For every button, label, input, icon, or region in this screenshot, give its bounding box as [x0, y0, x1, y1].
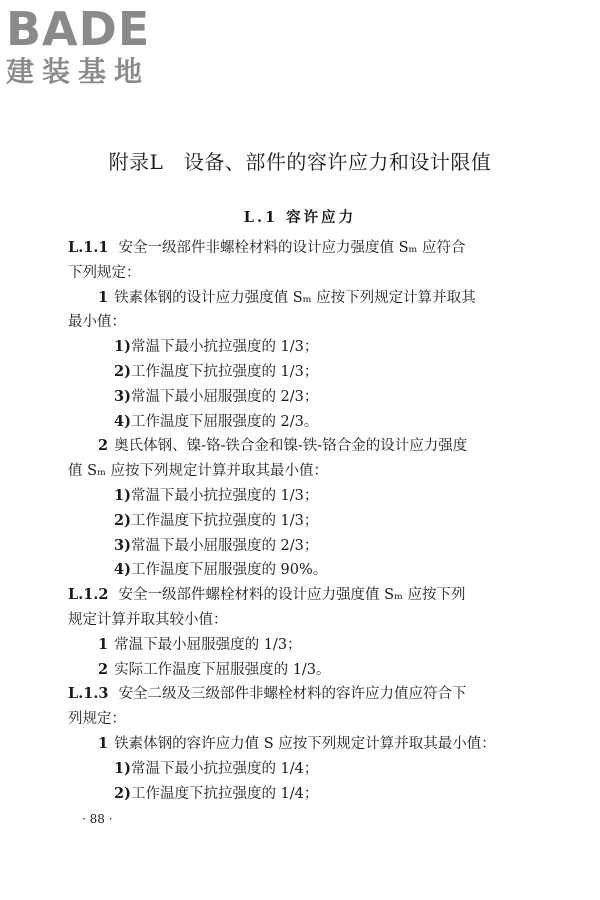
- item-text: 常温下最小屈服强度的 1/3；: [114, 636, 302, 653]
- sub-item: [68, 360, 530, 385]
- clause-text: 安全一级部件非螺栓材料的设计应力强度值 Sₘ 应符合: [118, 240, 466, 256]
- page-number: · 88 ·: [82, 812, 113, 826]
- item-l112-1: [68, 633, 530, 658]
- sub-item-text: 工作温度下抗拉强度的 1/3；: [130, 363, 319, 380]
- sub-item-text: 工作温度下屈服强度的 90%。: [130, 562, 328, 579]
- sub-item: [68, 782, 530, 807]
- sub-item-number: 3): [114, 536, 131, 554]
- section-title: L.1 容许应力: [243, 209, 357, 226]
- clause-l111-line2: 下列规定：: [68, 264, 141, 281]
- sub-item-text: 常温下最小抗拉强度的 1/4；: [130, 760, 319, 777]
- document-body: [68, 236, 530, 806]
- appendix-title: 附录L 设备、部件的容许应力和设计限值: [108, 150, 492, 174]
- clause-l112-line1: [68, 583, 530, 608]
- logo-wordmark: BADE: [6, 2, 151, 56]
- sub-item-text: 工作温度下屈服强度的 2/3。: [130, 413, 319, 430]
- clause-l113-line1: [68, 682, 530, 707]
- publisher-logo: [6, 4, 176, 96]
- sub-item-text: 常温下最小抗拉强度的 1/3；: [130, 487, 319, 504]
- sub-item: [68, 558, 530, 583]
- sub-item-number: 1): [114, 486, 131, 504]
- logo-subtitle: 建装基地: [6, 55, 151, 88]
- sub-item: [68, 410, 530, 435]
- sub-item-text: 常温下最小抗拉强度的 1/3；: [130, 339, 319, 356]
- sub-item: [68, 534, 530, 559]
- sub-item: [68, 385, 530, 410]
- sub-item-number: 2): [114, 784, 131, 802]
- sub-item-number: 4): [114, 561, 131, 579]
- sub-item-number: 4): [114, 412, 131, 430]
- sub-item-text: 工作温度下抗拉强度的 1/4；: [130, 785, 319, 802]
- clause-l112-line2: 规定计算并取其较小值：: [68, 611, 228, 628]
- sub-item-number: 1): [114, 338, 131, 356]
- clause-text: 安全一级部件螺栓材料的设计应力强度值 Sₘ 应按下列: [118, 587, 466, 604]
- item-text: 铁素体钢的容许应力值 S 应按下列规定计算并取其最小值：: [114, 735, 496, 752]
- item-l111-2-line1: [68, 434, 530, 459]
- sub-item: [68, 335, 530, 360]
- item-l113-1: [68, 732, 530, 757]
- sub-item-number: 1): [114, 759, 131, 777]
- item-l112-2: [68, 658, 530, 683]
- clause-number: L.1.1: [68, 239, 109, 256]
- item-l111-2-line2: 值 Sₘ 应按下列规定计算并取其最小值：: [68, 463, 329, 480]
- item-number: 1: [98, 635, 109, 653]
- item-text: 铁素体钢的设计应力强度值 Sₘ 应按下列规定计算并取其: [114, 289, 476, 306]
- item-l111-1-line2: 最小值：: [68, 314, 126, 331]
- clause-l111-line1: [68, 236, 530, 261]
- clause-text: 安全二级及三级部件非螺栓材料的容许应力值应符合下: [118, 686, 467, 703]
- item-number: 2: [98, 437, 109, 455]
- item-text: 奥氏体钢、镍-铬-铁合金和镍-铁-铬合金的设计应力强度: [114, 438, 468, 455]
- sub-item-text: 工作温度下抗拉强度的 1/3；: [130, 512, 319, 529]
- item-text: 实际工作温度下屈服强度的 1/3。: [114, 661, 331, 678]
- clause-number: L.1.2: [68, 586, 109, 604]
- item-number: 1: [98, 734, 109, 752]
- sub-item: [68, 509, 530, 534]
- sub-item-text: 常温下最小屈服强度的 2/3；: [130, 388, 319, 405]
- item-number: 2: [98, 660, 109, 678]
- item-number: 1: [98, 288, 109, 306]
- sub-item-number: 3): [114, 387, 131, 405]
- item-l111-1-line1: [68, 286, 530, 311]
- clause-number: L.1.3: [68, 685, 109, 703]
- clause-l113-line2: 列规定：: [68, 711, 126, 728]
- sub-item-number: 2): [114, 362, 131, 380]
- sub-item: [68, 757, 530, 782]
- sub-item: [68, 484, 530, 509]
- sub-item-text: 常温下最小屈服强度的 2/3；: [130, 537, 319, 554]
- sub-item-number: 2): [114, 511, 131, 529]
